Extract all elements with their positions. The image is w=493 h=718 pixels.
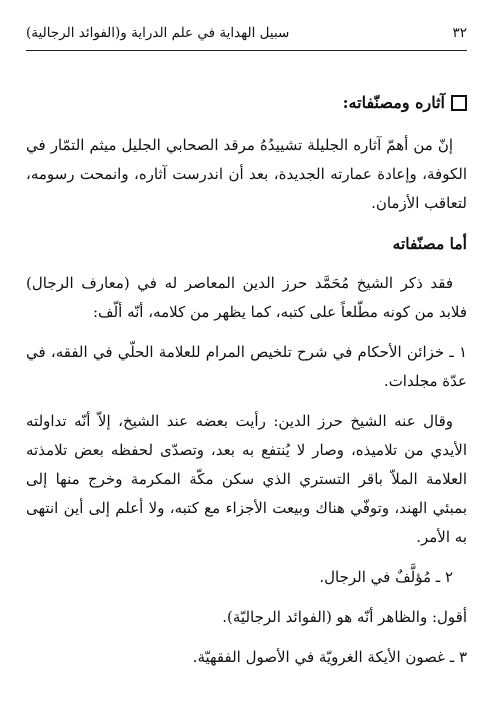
page-body (26, 88, 467, 683)
works-list-item-3: ٣ ـ غصون الأيكة الغرويّة في الأصول الفقهيّة. (192, 648, 467, 666)
paragraph-shrine: إنّ من أهمّ آثاره الجليلة تشييدُهُ مرقد الصحابي الجليل ميثم التمّار في الكوفة، وإعادة عمارته الجديدة، بعد أن اندرست آثاره، وانمحت رسومه، لتعاقب الأزمان. (26, 136, 467, 212)
paragraph-note: أقول: والظاهر أنّه هو (الفوائد الرجاليّة). (222, 608, 467, 626)
page-header (26, 20, 467, 46)
paragraph-manuscript-history: وقال عنه الشيخ حرز الدين: رأيت بعضه عند الشيخ، إلاّ أنّه تداولته الأيدي من تلاميذه، وصار لا يُنتفع به بعد، وتصدّى لحفظه بعض تلامذته العلامة الملاّ باقر التستري الذي سكن مكّة المكرمة وخرج منها إلى بمبئي الهند، وتوفّي هناك وبيعت الأجزاء مع كتبه، ولا أعلم إلى أين انتهى به الأمر. (26, 412, 467, 546)
running-title: سبيل الهداية في علم الدراية و(الفوائد الرجالية) (26, 25, 290, 41)
page-number: ٣٢ (452, 25, 467, 41)
subheading-works: أما مصنّفاته (392, 234, 467, 253)
section-heading-text: آثاره ومصنّفاته: (342, 93, 445, 112)
works-list-item-1: ١ ـ خزائن الأحكام في شرح تلخيص المرام للعلامة الحلّي في الفقه، في عدّة مجلدات. (26, 343, 467, 390)
header-divider (26, 50, 467, 51)
works-list-item-2: ٢ ـ مُؤلَّفٌ في الرجال. (319, 568, 453, 586)
paragraph-source: فقد ذكر الشيخ مُحَمَّد حرز الدين المعاصر له في (معارف الرجال) فلابد من كونه مطّلعاً على كتبه، كما يظهر من كلامه، أنّه ألّف: (26, 274, 467, 321)
square-bullet-icon (451, 95, 467, 111)
section-heading (26, 88, 467, 117)
